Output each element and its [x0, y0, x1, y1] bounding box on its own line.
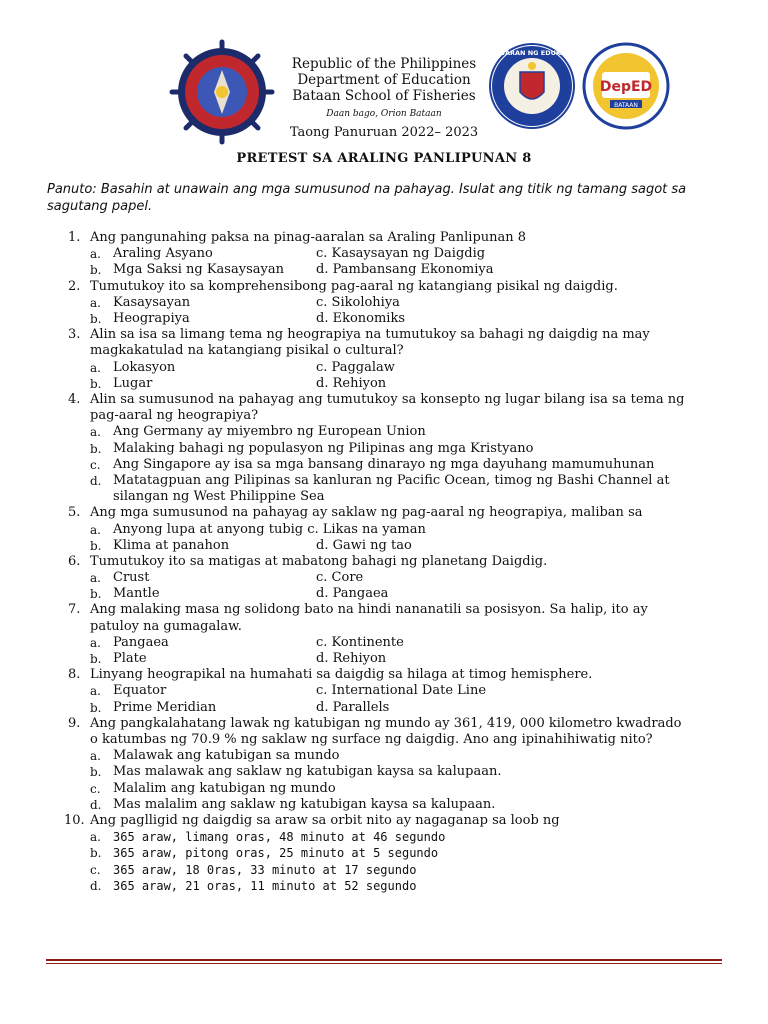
option-text: Lugar [113, 375, 153, 391]
question-item [0, 554, 768, 603]
option-text: d. Pangaea [316, 586, 389, 602]
option-text: c. International Date Line [316, 683, 487, 699]
option-text: d. Rehiyon [316, 375, 387, 391]
question-stem [0, 327, 690, 359]
question-item [0, 279, 768, 328]
question-number: 7. [68, 602, 81, 618]
answer-options [0, 635, 768, 667]
question-number: 8. [68, 667, 81, 683]
question-stem [0, 505, 690, 521]
option-text: Pangaea [113, 634, 169, 650]
option-row [0, 764, 768, 780]
question-text: Ang malaking masa ng solidong bato na hindi nananatili sa posisyon. Sa halip, ito ay patuloy na gumagalaw. [90, 602, 648, 634]
option-text: Prime Meridian [113, 699, 217, 715]
answer-options [0, 748, 768, 813]
question-item [0, 327, 768, 392]
question-text: Ang paglligid ng daigdig sa araw sa orbit nito ay nagaganap sa loob ng [90, 812, 560, 828]
question-stem [0, 716, 690, 748]
option-text: Malawak ang katubigan sa mundo [113, 748, 340, 764]
option-text: 365 araw, 18 0ras, 33 minuto at 17 segundo [113, 862, 417, 877]
option-letter: b. [90, 652, 102, 667]
option-letter: a. [90, 522, 101, 537]
question-text: Linyang heograpikal na humahati sa daigdig sa hilaga at timog hemisphere. [90, 667, 593, 683]
question-text: Ang pangunahing paksa na pinag-aaralan sa Araling Panlipunan 8 [90, 230, 527, 245]
option-row [0, 473, 768, 505]
option-row [0, 635, 768, 651]
option-letter: c. [90, 862, 101, 877]
question-number: 4. [68, 391, 81, 407]
option-letter: a. [90, 295, 101, 310]
option-letter: a. [90, 247, 101, 262]
footer-rule-thin [46, 963, 722, 964]
question-stem [0, 602, 690, 634]
question-text: Ang mga sumusunod na pahayag ay saklaw ng pag-aaral ng heograpiya, maliban sa [90, 505, 643, 521]
option-text: Mas malalim ang saklaw ng katubigan kaysa sa kalupaan. [113, 796, 496, 812]
option-row [0, 781, 768, 797]
option-text: Klima at panahon [113, 537, 230, 553]
question-stem [0, 554, 690, 570]
option-text: Ang Germany ay miyembro ng European Union [113, 424, 426, 440]
option-letter: a. [90, 684, 101, 699]
answer-options [0, 424, 768, 505]
option-text: Anyong lupa at anyong tubig c. Likas na yaman [113, 521, 426, 537]
option-row [0, 376, 768, 392]
answer-options [0, 246, 768, 278]
option-text: Matatagpuan ang Pilipinas sa kanluran ng Pacific Ocean, timog ng Bashi Channel at silangan ng West Philippine Sea [113, 472, 670, 505]
option-row [0, 457, 768, 473]
option-text: 365 araw, pitong oras, 25 minuto at 5 segundo [113, 846, 439, 861]
option-row [0, 862, 768, 878]
option-letter: b. [90, 846, 102, 861]
option-text: c. Kontinente [316, 634, 404, 650]
option-letter: c. [90, 457, 101, 472]
option-letter: a. [90, 749, 101, 764]
option-letter: b. [90, 538, 102, 553]
option-row [0, 295, 768, 311]
option-text: d. Gawi ng tao [316, 537, 412, 553]
svg-text:DepED: DepED [599, 79, 653, 95]
question-number: 2. [68, 278, 81, 294]
option-letter: b. [90, 700, 102, 715]
option-letter: d. [90, 473, 102, 488]
option-row [0, 538, 768, 554]
header-location: Daan bago, Orion Bataan [326, 109, 442, 119]
option-text: 365 araw, 21 oras, 11 minuto at 52 segundo [113, 878, 417, 893]
answer-options [0, 522, 768, 554]
question-stem [0, 279, 690, 295]
instructions: Panuto: Basahin at unawain ang mga sumusunod na pahayag. Isulat ang titik ng tamang sagot sa sagutang papel. [47, 182, 687, 214]
option-text: Malalim ang katubigan ng mundo [113, 780, 336, 796]
question-text: Alin sa isa sa limang tema ng heograpiya na tumutukoy sa bahagi ng daigdig na may magkakatulad na katangiang pisikal o cultural? [90, 327, 650, 359]
option-text: Crust [113, 570, 150, 586]
answer-options [0, 829, 768, 894]
question-item [0, 602, 768, 667]
svg-text:BATAAN: BATAAN [614, 102, 638, 109]
question-item [0, 230, 768, 279]
option-letter: b. [90, 263, 102, 278]
option-text: c. Sikolohiya [316, 294, 400, 310]
question-number: 3. [68, 327, 81, 343]
option-text: d. Rehiyon [316, 651, 387, 667]
option-letter: a. [90, 571, 101, 586]
question-item [0, 813, 768, 894]
option-row [0, 424, 768, 440]
option-row [0, 441, 768, 457]
option-text: Mantle [113, 586, 160, 602]
question-item [0, 667, 768, 716]
option-text: Equator [113, 683, 167, 699]
option-text: Ang Singapore ay isa sa mga bansang dinarayo ng mga dayuhang mamumuhunan [113, 456, 655, 472]
option-letter: a. [90, 830, 101, 845]
option-row [0, 522, 768, 538]
answer-options [0, 570, 768, 602]
header-department: Department of Education [297, 72, 471, 88]
option-letter: a. [90, 360, 101, 375]
exam-title: PRETEST SA ARALING PANLIPUNAN 8 [236, 151, 532, 166]
question-stem [0, 813, 690, 829]
option-text: Malaking bahagi ng populasyon ng Pilipinas ang mga Kristyano [113, 440, 534, 456]
option-text: c. Kasaysayan ng Daigdig [316, 246, 486, 262]
question-stem [0, 667, 690, 683]
svg-text:KAGAWARAN NG EDUKASYON: KAGAWARAN NG EDUKASYON [477, 49, 587, 57]
option-text: d. Parallels [316, 699, 390, 715]
option-row [0, 651, 768, 667]
option-letter: b. [90, 587, 102, 602]
option-row [0, 311, 768, 327]
option-letter: b. [90, 311, 102, 326]
option-row [0, 246, 768, 262]
option-letter: b. [90, 441, 102, 456]
option-row [0, 797, 768, 813]
question-stem [0, 230, 690, 246]
option-text: d. Pambansang Ekonomiya [316, 262, 494, 278]
footer-rule [46, 959, 722, 961]
option-text: Heograpiya [113, 310, 190, 326]
option-row [0, 829, 768, 845]
header-school: Bataan School of Fisheries [292, 88, 476, 104]
option-letter: a. [90, 425, 101, 440]
answer-options [0, 295, 768, 327]
option-letter: c. [90, 781, 101, 796]
option-text: Araling Asyano [113, 246, 213, 262]
option-text: d. Ekonomiks [316, 310, 406, 326]
option-text: Plate [113, 651, 147, 667]
option-text: Kasaysayan [113, 294, 191, 310]
question-stem [0, 392, 690, 424]
question-number: 1. [68, 230, 81, 245]
question-text: Tumutukoy ito sa matigas at mabatong bahagi ng planetang Daigdig. [90, 553, 548, 569]
option-row [0, 570, 768, 586]
option-row [0, 586, 768, 602]
option-letter: a. [90, 635, 101, 650]
option-row [0, 845, 768, 861]
option-row [0, 683, 768, 699]
option-letter: b. [90, 765, 102, 780]
option-text: Lokasyon [113, 359, 176, 375]
question-text: Ang pangkalahatang lawak ng katubigan ng mundo ay 361, 419, 000 kilometro kwadrado o katumbas ng 70.9 % ng saklaw ng surface ng daigdig. Ano ang ipinahihiwatig nito? [90, 715, 682, 748]
school-year: Taong Panuruan 2022– 2023 [289, 125, 479, 140]
question-number: 5. [68, 505, 81, 521]
option-row [0, 878, 768, 894]
option-text: Mas malawak ang saklaw ng katubigan kaysa sa kalupaan. [113, 764, 502, 780]
header-republic: Republic of the Philippines [291, 56, 477, 72]
answer-options [0, 683, 768, 715]
question-text: Alin sa sumusunod na pahayag ang tumutukoy sa konsepto ng lugar bilang isa sa tema ng pag-aaral ng heograpiya? [90, 391, 685, 424]
question-item [0, 505, 768, 554]
option-text: Mga Saksi ng Kasaysayan [113, 262, 284, 278]
question-text: Tumutukoy ito sa komprehensibong pag-aaral ng katangiang pisikal ng daigdig. [90, 278, 618, 294]
option-row [0, 748, 768, 764]
question-number: 6. [68, 553, 81, 569]
option-letter: b. [90, 376, 102, 391]
option-row [0, 262, 768, 278]
option-row [0, 700, 768, 716]
question-item [0, 392, 768, 505]
question-item [0, 716, 768, 813]
option-row [0, 360, 768, 376]
option-letter: d. [90, 878, 102, 893]
option-letter: d. [90, 797, 102, 812]
question-list [0, 230, 768, 894]
answer-options [0, 360, 768, 392]
question-number: 9. [68, 715, 81, 731]
question-number: 10. [64, 812, 85, 828]
option-text: c. Core [316, 570, 364, 586]
option-text: 365 araw, limang oras, 48 minuto at 46 segundo [113, 830, 446, 845]
option-text: c. Paggalaw [316, 359, 395, 375]
